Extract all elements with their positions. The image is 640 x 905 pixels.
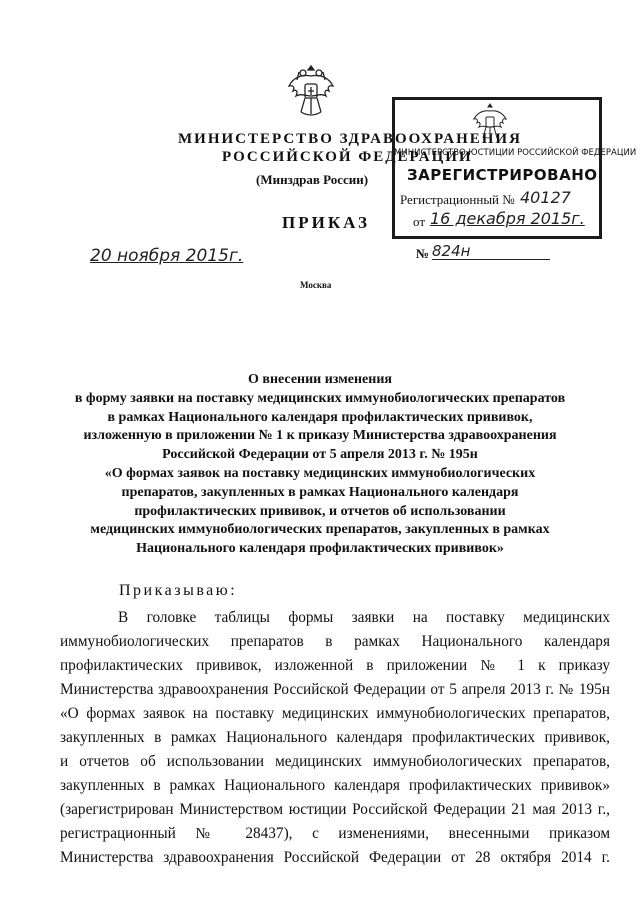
ministry-name-line1: МИНИСТЕРСТВО ЗДРАВООХРАНЕНИЯ	[178, 131, 522, 147]
body-line: закупленных в рамках Национального календаря профилактических прививок»	[60, 777, 610, 794]
body-line: «О формах заявок на поставку медицинских иммунобиологических препаратов,	[60, 705, 610, 722]
subject-line: Национального календаря профилактических прививок»	[136, 541, 504, 557]
stamp-registered-text: ЗАРЕГИСТРИРОВАНО	[407, 166, 598, 184]
stamp-regno-label: Регистрационный №	[400, 192, 515, 207]
stamp-ministry-text: МИНИСТЕРСТВО ЮСТИЦИИ РОССИЙСКОЙ ФЕДЕРАЦИИ	[394, 148, 637, 158]
body-line: В головке таблицы формы заявки на поставку медицинских	[118, 609, 610, 626]
ministry-name-line2: РОССИЙСКОЙ ФЕДЕРАЦИИ	[222, 149, 473, 165]
subject-line: медицинских иммунобиологических препаратов, закупленных в рамках	[90, 522, 550, 538]
stamp-date-value: 16 декабря 2015г.	[430, 209, 585, 228]
subject-line: профилактических прививок, и отчетов об использовании	[134, 503, 506, 519]
body-line: Министерства здравоохранения Российской Федерации от 28 октября 2014 г.	[60, 849, 610, 866]
stamp-emblem-icon	[470, 100, 510, 144]
body-line: профилактических прививок, изложенной в приложении № 1 к приказу	[60, 657, 610, 674]
body-line: иммунобиологических препаратов в рамках Национального календаря	[60, 633, 610, 650]
subject-line: Российской Федерации от 5 апреля 2013 г. № 195н	[162, 447, 478, 463]
body-line: и отчетов об использовании медицинских иммунобиологических препаратов,	[60, 753, 610, 770]
order-number-prefix: №	[416, 246, 430, 261]
order-date: 20 ноября 2015г.	[90, 246, 244, 266]
body-line: (зарегистрирован Министерством юстиции Российской Федерации 21 мая 2013 г.,	[60, 801, 610, 818]
subject-line: в рамках Национального календаря профилактических прививок,	[107, 409, 533, 425]
ministry-short-name: (Минздрав России)	[256, 172, 369, 187]
subject-line: изложенную в приложении № 1 к приказу Министерства здравоохранения	[83, 428, 557, 444]
order-number: 824н	[432, 242, 471, 260]
document-type-title: ПРИКАЗ	[282, 213, 370, 232]
city-name: Москва	[300, 280, 332, 290]
subject-line: препаратов, закупленных в рамках Национального календаря	[121, 484, 519, 500]
body-line: закупленных в рамках Национального календаря профилактических прививок,	[60, 729, 610, 746]
state-emblem-icon	[283, 60, 339, 122]
stamp-date-label: от	[413, 214, 426, 229]
document-subject	[60, 371, 580, 559]
body-paragraph	[60, 606, 610, 870]
order-number-underline	[432, 259, 550, 260]
body-line: Министерства здравоохранения Российской Федерации от 5 апреля 2013 г. № 195н	[60, 681, 610, 698]
stamp-regno-value: 40127	[520, 188, 571, 207]
orders-heading: Приказываю:	[119, 582, 238, 599]
subject-line: «О формах заявок на поставку медицинских иммунобиологических	[104, 465, 536, 481]
subject-line: в форму заявки на поставку медицинских иммунобиологических препаратов	[74, 390, 566, 406]
subject-line: О внесении изменения	[248, 372, 392, 387]
body-line: регистрационный № 28437), с изменениями, внесенными приказом	[60, 825, 610, 842]
